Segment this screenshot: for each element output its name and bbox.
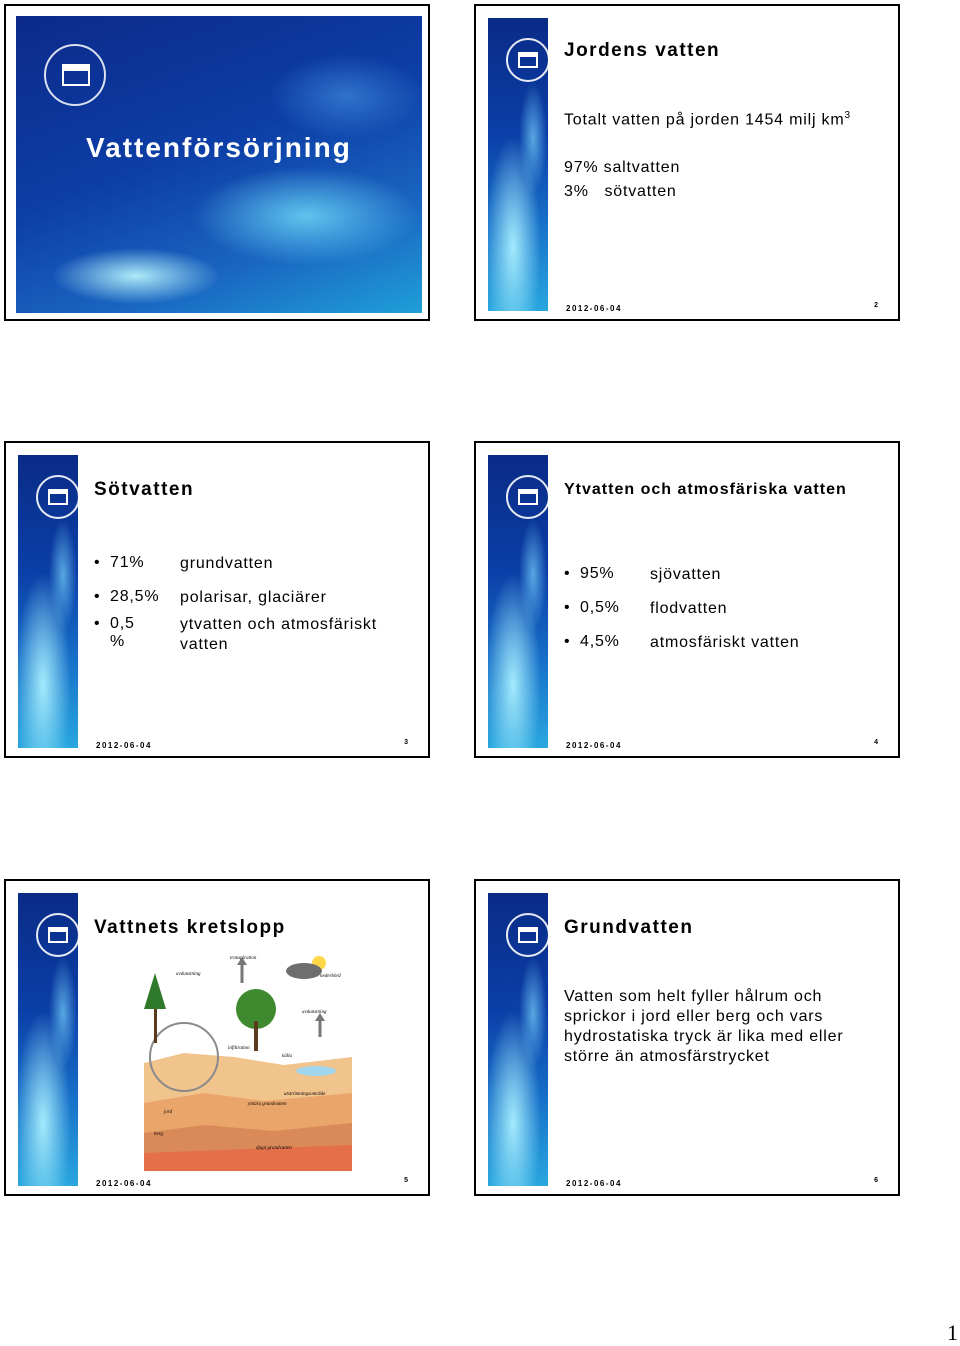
water-cycle-diagram (144, 953, 352, 1171)
slide-date: 2012-06-04 (566, 1179, 622, 1188)
slide-2 (474, 4, 900, 321)
slide-title: Sötvatten (94, 479, 195, 500)
university-logo-icon (36, 913, 80, 957)
slide-title: Vattenförsörjning (86, 132, 352, 163)
diagram-label: nederbörd (320, 974, 341, 979)
diagram-label: utströmningsområde (284, 1092, 326, 1097)
slide-4: Ytvatten och atmosfäriska vatten • 95% sjövatten • 0,5% flodvatten • 4,5% atmosfäriskt vatten 2012-06-04 4 (474, 441, 900, 758)
slide-date: 2012-06-04 (566, 741, 622, 750)
aurora-background (16, 16, 422, 313)
slide-number: 6 (874, 1177, 878, 1184)
slide-number: 2 (874, 302, 878, 309)
slide-date: 2012-06-04 (96, 741, 152, 750)
slide-title: Ytvatten och atmosfäriska vatten (564, 481, 847, 498)
definition-paragraph: Vatten som helt fyller hålrum och sprickor i jord eller berg och vars hydrostatiska tryck är lika med eller större än atmosfärstrycket (564, 988, 844, 1065)
diagram-label: infiltration (228, 1046, 250, 1051)
university-logo-icon (506, 38, 550, 82)
slide-3: Sötvatten • 71% grundvatten • 28,5% polarisar, glaciärer • 0,5 % ytvatten och atmosfäriskt vatten 2012-06-04 3 (4, 441, 430, 758)
diagram-label: avdunstning (302, 1010, 327, 1015)
aurora-strip (488, 455, 548, 748)
slide-title: Vattnets kretslopp (94, 917, 286, 938)
slide-title: Jordens vatten (564, 40, 721, 61)
diagram-label: källa (282, 1054, 292, 1059)
diagram-label: djupt grundvatten (256, 1146, 292, 1151)
slide-title: Grundvatten (564, 917, 694, 938)
slide-number: 5 (404, 1177, 408, 1184)
diagram-label: transpiration (230, 956, 257, 961)
saltwater-line: 97% saltvatten (564, 159, 681, 176)
freshwater-line: 3% sötvatten (564, 183, 677, 200)
diagram-label: avdunstning (176, 972, 201, 977)
university-logo-icon (36, 475, 80, 519)
slide-date: 2012-06-04 (96, 1179, 152, 1188)
aurora-strip (18, 455, 78, 748)
slide-5 (4, 879, 430, 1196)
aurora-strip (488, 18, 548, 311)
university-logo-icon (506, 913, 550, 957)
university-logo-icon (44, 44, 106, 106)
total-water-line: Totalt vatten på jorden 1454 milj $km^3$ (564, 110, 851, 129)
diagram-label: berg (154, 1132, 163, 1137)
diagram-label: ytnära grundvatten (248, 1102, 287, 1107)
page-number: 1 (947, 1320, 958, 1345)
diagram-label: jord (164, 1110, 173, 1115)
university-logo-icon (506, 475, 550, 519)
aurora-strip (18, 893, 78, 1186)
slide-number: 3 (404, 739, 408, 746)
slide-date: 2012-06-04 (566, 304, 622, 313)
slide-number: 4 (874, 739, 878, 746)
slide-6 (474, 879, 900, 1196)
aurora-strip (488, 893, 548, 1186)
slide-1 (4, 4, 430, 321)
